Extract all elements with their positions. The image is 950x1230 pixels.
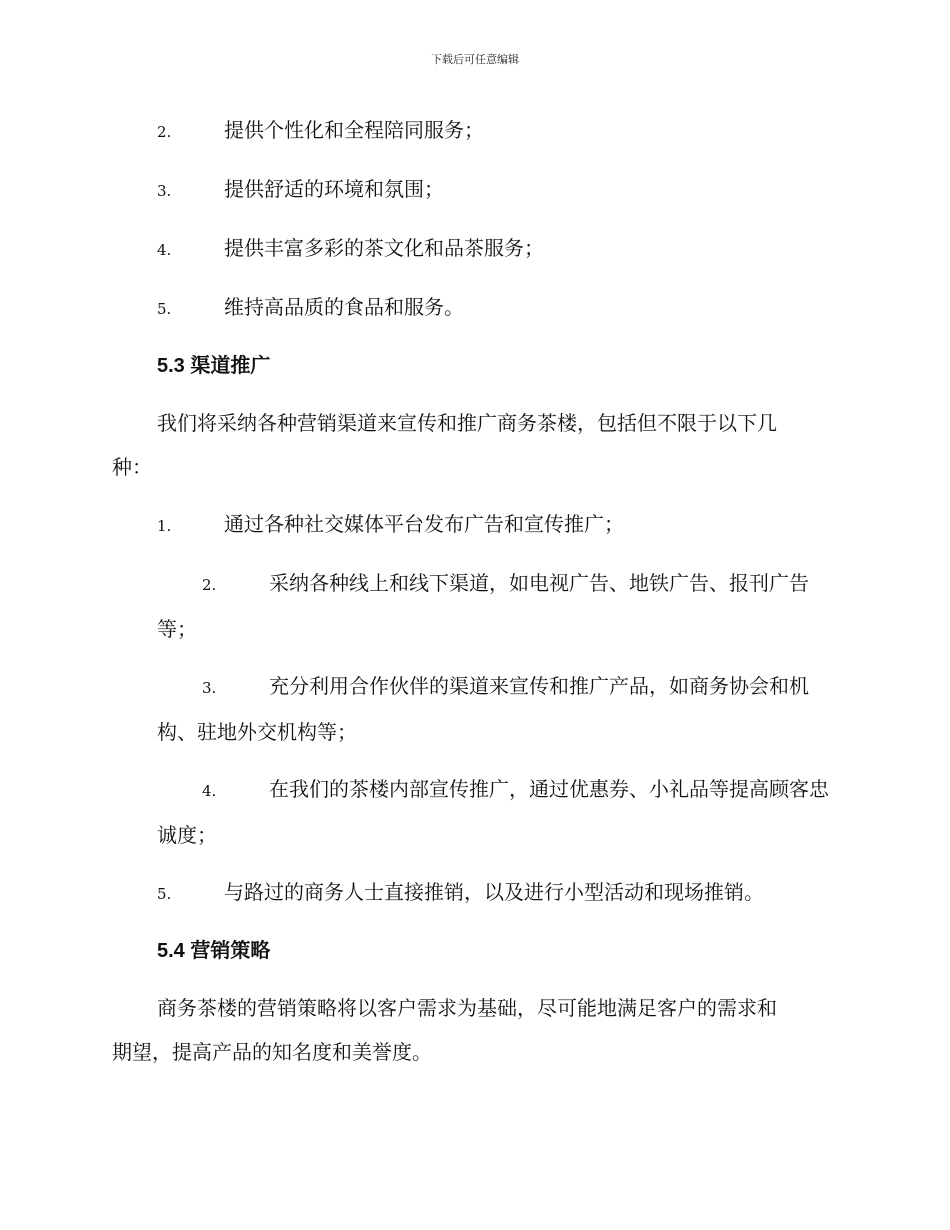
list-text: 提供丰富多彩的茶文化和品茶服务； xyxy=(224,236,544,260)
list-text: 与路过的商务人士直接推销，以及进行小型活动和现场推销。 xyxy=(224,880,764,904)
list-item xyxy=(112,664,834,754)
list-item xyxy=(112,285,834,331)
list-item xyxy=(112,767,834,857)
list-item xyxy=(112,108,834,154)
intro-paragraph xyxy=(112,401,834,489)
list-number: 3. xyxy=(157,182,172,200)
list-item xyxy=(112,870,834,916)
list-number: 4. xyxy=(202,782,217,800)
list-item xyxy=(112,502,834,548)
section-heading-5-3: 5.3 渠道推广 xyxy=(157,355,271,377)
section-heading-5-4: 5.4 营销策略 xyxy=(157,940,271,962)
list-text-continued: 构、驻地外交机构等； xyxy=(157,720,357,744)
list-item xyxy=(112,167,834,213)
list-text: 维持高品质的食品和服务。 xyxy=(224,295,464,319)
paragraph-line: 种： xyxy=(112,455,152,479)
list-number: 5. xyxy=(157,300,172,318)
page-content xyxy=(112,108,834,1074)
list-item xyxy=(112,226,834,272)
paragraph-line: 期望，提高产品的知名度和美誉度。 xyxy=(112,1040,432,1064)
list-number: 2. xyxy=(157,123,172,141)
list-text-continued: 等； xyxy=(157,617,197,641)
page-header: 下载后可任意编辑 xyxy=(431,53,519,66)
list-number: 2. xyxy=(202,576,217,594)
list-number: 5. xyxy=(157,885,172,903)
list-number: 1. xyxy=(157,517,172,535)
list-text: 通过各种社交媒体平台发布广告和宣传推广； xyxy=(224,512,624,536)
paragraph-line: 商务茶楼的营销策略将以客户需求为基础，尽可能地满足客户的需求和 xyxy=(157,996,777,1020)
list-number: 4. xyxy=(157,241,172,259)
list-text: 在我们的茶楼内部宣传推广，通过优惠券、小礼品等提高顾客忠 xyxy=(269,777,829,801)
list-number: 3. xyxy=(202,679,217,697)
strategy-paragraph xyxy=(112,986,834,1074)
list-text: 充分利用合作伙伴的渠道来宣传和推广产品，如商务协会和机 xyxy=(269,674,809,698)
list-text: 采纳各种线上和线下渠道，如电视广告、地铁广告、报刊广告 xyxy=(269,571,809,595)
list-text-continued: 诚度； xyxy=(157,823,217,847)
list-item xyxy=(112,561,834,651)
list-text: 提供个性化和全程陪同服务； xyxy=(224,118,484,142)
list-text: 提供舒适的环境和氛围； xyxy=(224,177,444,201)
paragraph-line: 我们将采纳各种营销渠道来宣传和推广商务茶楼，包括但不限于以下几 xyxy=(157,411,777,435)
